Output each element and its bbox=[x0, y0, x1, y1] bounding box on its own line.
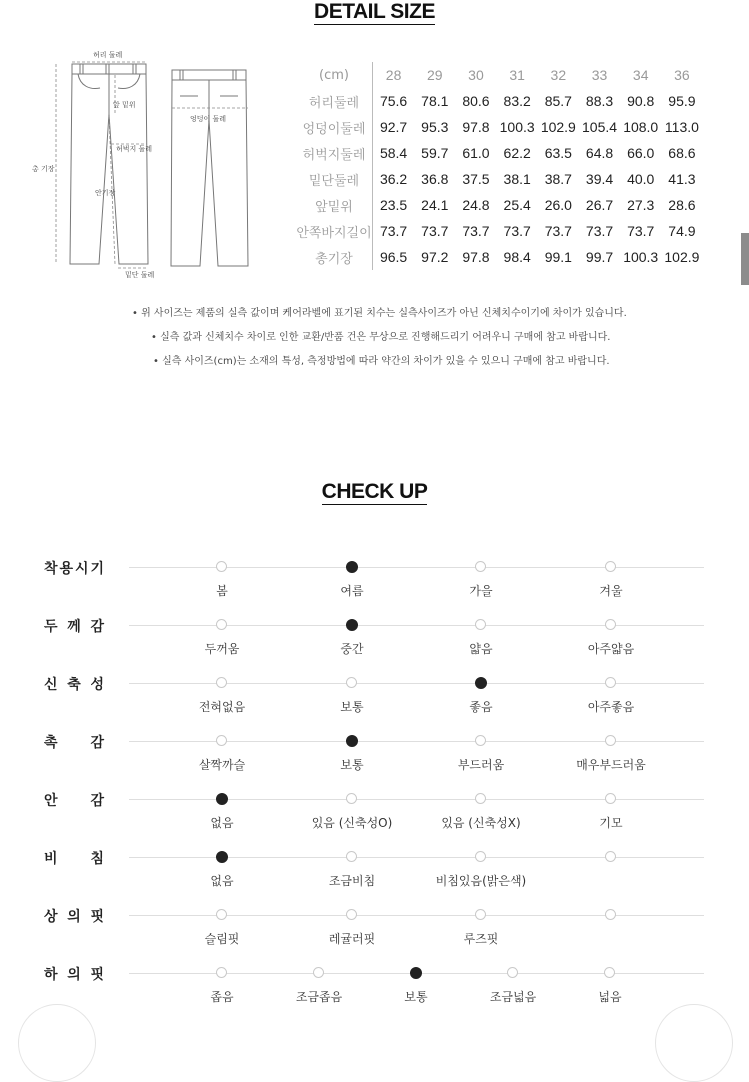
size-row-label: 안쪽바지길이 bbox=[296, 218, 373, 244]
size-cell: 66.0 bbox=[627, 145, 655, 161]
check-up-row bbox=[0, 848, 749, 906]
check-up-option-label: 여름 bbox=[340, 584, 364, 598]
size-cell: 64.8 bbox=[585, 145, 614, 161]
radio-dot[interactable] bbox=[475, 619, 486, 630]
size-cell: 100.3 bbox=[623, 249, 659, 265]
check-up-option-label: 매우부드러움 bbox=[576, 758, 646, 772]
check-up-option-label: 넓음 bbox=[598, 990, 622, 1004]
size-cell: 95.3 bbox=[421, 119, 449, 135]
radio-dot[interactable] bbox=[507, 967, 518, 978]
size-cell: 23.5 bbox=[379, 197, 408, 213]
check-up-option-label: 얇음 bbox=[469, 642, 493, 656]
size-column-header: 28 bbox=[385, 67, 402, 83]
size-cell: 75.6 bbox=[379, 93, 408, 109]
radio-dot[interactable] bbox=[346, 793, 357, 804]
check-up-option-label: 좁음 bbox=[210, 990, 234, 1004]
radio-dot[interactable] bbox=[605, 909, 616, 920]
size-cell: 68.6 bbox=[668, 145, 696, 161]
size-row bbox=[296, 88, 703, 114]
check-up-row bbox=[0, 906, 749, 964]
radio-dot[interactable] bbox=[605, 735, 616, 746]
check-up-option-label: 조금좁음 bbox=[295, 990, 343, 1004]
size-row bbox=[296, 218, 703, 244]
size-cell: 25.4 bbox=[503, 197, 531, 213]
check-up-option-label: 아주좋음 bbox=[587, 700, 635, 714]
diagram-label-hem: 밑단 둘레 bbox=[125, 271, 155, 279]
size-column-header: 36 bbox=[674, 67, 690, 83]
size-cell: 26.0 bbox=[544, 197, 572, 213]
diagram-label-total-length: 총 기장 bbox=[32, 165, 55, 173]
size-cell: 38.1 bbox=[503, 171, 531, 187]
check-up-option-label: 보통 bbox=[340, 700, 364, 714]
diagram-label-inseam: 안기장 bbox=[95, 189, 116, 197]
radio-dot[interactable] bbox=[216, 735, 227, 746]
size-cell: 98.4 bbox=[503, 249, 531, 265]
check-up-option-label: 없음 bbox=[210, 874, 234, 888]
size-cell: 41.3 bbox=[668, 171, 696, 187]
selected-radio-dot[interactable] bbox=[475, 677, 487, 689]
check-up-option-label: 조금비침 bbox=[328, 874, 376, 888]
check-up-label: 비 침 bbox=[44, 851, 104, 867]
size-cell: 36.8 bbox=[421, 171, 449, 187]
radio-dot[interactable] bbox=[216, 909, 227, 920]
check-up-row bbox=[0, 732, 749, 790]
diagram-label-waist: 허리 둘레 bbox=[93, 51, 123, 59]
size-cell: 92.7 bbox=[379, 119, 408, 135]
check-up-option-label: 보통 bbox=[404, 990, 428, 1004]
size-cell: 102.9 bbox=[540, 119, 576, 135]
size-cell: 40.0 bbox=[627, 171, 655, 187]
size-row bbox=[296, 244, 703, 270]
size-row-label: 허리둘레 bbox=[296, 88, 373, 114]
radio-dot[interactable] bbox=[475, 851, 486, 862]
size-cell: 73.7 bbox=[421, 223, 449, 239]
check-up-label: 촉 감 bbox=[44, 735, 104, 751]
size-cell: 73.7 bbox=[585, 223, 614, 239]
size-column-header: 30 bbox=[468, 67, 484, 83]
radio-dot[interactable] bbox=[346, 909, 357, 920]
size-cell: 99.1 bbox=[544, 249, 572, 265]
size-cell: 59.7 bbox=[421, 145, 449, 161]
diagram-label-thigh: 허벅지 둘레 bbox=[116, 145, 153, 153]
size-cell: 62.2 bbox=[503, 145, 531, 161]
size-cell: 73.7 bbox=[503, 223, 531, 239]
radio-dot[interactable] bbox=[346, 851, 357, 862]
radio-dot[interactable] bbox=[313, 967, 324, 978]
selected-radio-dot[interactable] bbox=[410, 967, 422, 979]
radio-dot[interactable] bbox=[475, 793, 486, 804]
check-up-row bbox=[0, 674, 749, 732]
size-cell: 88.3 bbox=[585, 93, 614, 109]
size-cell: 27.3 bbox=[627, 197, 655, 213]
size-row bbox=[296, 114, 703, 140]
check-up-label: 신 축 성 bbox=[44, 677, 104, 693]
size-note: • 실측 값과 신체치수 차이로 인한 교환/반품 건은 무상으로 진행해드리기 어려우니 구매에 참고 바랍니다. bbox=[151, 332, 611, 343]
radio-dot[interactable] bbox=[216, 619, 227, 630]
selected-radio-dot[interactable] bbox=[216, 851, 228, 863]
radio-dot[interactable] bbox=[475, 561, 486, 572]
size-header-row bbox=[296, 62, 703, 88]
selected-radio-dot[interactable] bbox=[216, 793, 228, 805]
radio-dot[interactable] bbox=[346, 677, 357, 688]
size-cell: 38.7 bbox=[544, 171, 572, 187]
check-up-option-label: 전혀없음 bbox=[198, 700, 246, 714]
check-up-option-label: 아주얇음 bbox=[587, 642, 635, 656]
size-cell: 26.7 bbox=[585, 197, 614, 213]
check-up-option-label: 가을 bbox=[469, 584, 493, 598]
size-cell: 36.2 bbox=[379, 171, 408, 187]
size-cell: 90.8 bbox=[627, 93, 655, 109]
size-cell: 99.7 bbox=[585, 249, 614, 265]
size-row bbox=[296, 192, 703, 218]
check-up-option-label: 슬림핏 bbox=[204, 932, 240, 946]
radio-dot[interactable] bbox=[475, 735, 486, 746]
size-row-label: 앞밑위 bbox=[296, 192, 373, 218]
size-row-label: 허벅지둘레 bbox=[296, 140, 373, 166]
size-cell: 85.7 bbox=[544, 93, 572, 109]
size-column-header: 32 bbox=[550, 67, 567, 83]
radio-dot[interactable] bbox=[216, 677, 227, 688]
check-up-option-label: 레귤러핏 bbox=[328, 932, 376, 946]
check-up-option-label: 두꺼움 bbox=[204, 642, 240, 656]
check-up-option-label: 기모 bbox=[599, 816, 623, 830]
size-cell: 105.4 bbox=[582, 119, 618, 135]
check-up-label: 하 의 핏 bbox=[44, 967, 104, 983]
size-cell: 102.9 bbox=[664, 249, 700, 265]
size-row-label: 총기장 bbox=[296, 244, 373, 270]
radio-dot[interactable] bbox=[216, 561, 227, 572]
size-cell: 73.7 bbox=[627, 223, 655, 239]
check-up-label: 상 의 핏 bbox=[44, 909, 104, 925]
check-up-option-label: 없음 bbox=[210, 816, 234, 830]
size-cell: 113.0 bbox=[664, 119, 699, 135]
check-up-row bbox=[0, 616, 749, 674]
check-up-option-label: 있음 (신축성O) bbox=[311, 816, 393, 830]
check-up-option-label: 중간 bbox=[340, 642, 364, 656]
check-up-option-label: 비침있음(밝은색) bbox=[435, 874, 527, 888]
size-column-header: 34 bbox=[632, 67, 649, 83]
size-table bbox=[296, 62, 703, 270]
size-cell: 97.8 bbox=[462, 249, 490, 265]
detail-size-title: DETAIL SIZE bbox=[314, 0, 435, 23]
check-up-label: 두 께 감 bbox=[44, 619, 104, 635]
check-up-option-label: 루즈핏 bbox=[463, 932, 499, 946]
size-cell: 63.5 bbox=[544, 145, 572, 161]
check-up-title: CHECK UP bbox=[321, 480, 428, 503]
size-cell: 108.0 bbox=[623, 119, 659, 135]
size-row bbox=[296, 140, 703, 166]
radio-dot[interactable] bbox=[475, 909, 486, 920]
pants-measurement-diagram bbox=[20, 42, 290, 282]
diagram-label-front-rise: 앞 밑위 bbox=[113, 101, 136, 109]
corner-circle-button[interactable] bbox=[655, 1004, 733, 1082]
check-up-option-label: 부드러움 bbox=[457, 758, 505, 772]
size-row-label: 밑단둘레 bbox=[296, 166, 373, 192]
size-cell: 28.6 bbox=[668, 197, 696, 213]
size-row-label: 엉덩이둘레 bbox=[296, 114, 373, 140]
size-cell: 74.9 bbox=[668, 223, 696, 239]
side-scroll-tab[interactable] bbox=[741, 233, 749, 285]
size-note: • 실측 사이즈(cm)는 소재의 특성, 측정방법에 따라 약간의 차이가 있을 수 있으니 구매에 참고 바랍니다. bbox=[153, 356, 610, 367]
radio-dot[interactable] bbox=[605, 793, 616, 804]
size-row bbox=[296, 166, 703, 192]
check-up-label: 안 감 bbox=[44, 793, 104, 809]
check-up-option-label: 보통 bbox=[340, 758, 364, 772]
selected-radio-dot[interactable] bbox=[346, 735, 358, 747]
size-cell: 95.9 bbox=[668, 93, 696, 109]
radio-dot[interactable] bbox=[216, 967, 227, 978]
radio-dot[interactable] bbox=[605, 619, 616, 630]
size-cell: 37.5 bbox=[462, 171, 490, 187]
size-cell: 61.0 bbox=[462, 145, 490, 161]
size-cell: 80.6 bbox=[462, 93, 490, 109]
unit-label: (cm) bbox=[296, 62, 373, 88]
check-up-row bbox=[0, 964, 749, 1022]
size-cell: 24.1 bbox=[421, 197, 449, 213]
size-cell: 39.4 bbox=[585, 171, 614, 187]
check-up-option-label: 조금넓음 bbox=[489, 990, 537, 1004]
check-up-option-label: 있음 (신축성X) bbox=[441, 816, 521, 830]
pants-outline-icon bbox=[20, 42, 290, 282]
size-cell: 78.1 bbox=[421, 93, 449, 109]
radio-dot[interactable] bbox=[605, 561, 616, 572]
check-up-option-label: 겨울 bbox=[599, 584, 623, 598]
size-cell: 58.4 bbox=[379, 145, 408, 161]
selected-radio-dot[interactable] bbox=[346, 619, 358, 631]
check-up-row bbox=[0, 558, 749, 616]
size-cell: 97.8 bbox=[462, 119, 490, 135]
radio-dot[interactable] bbox=[604, 967, 615, 978]
check-up-row bbox=[0, 790, 749, 848]
radio-dot[interactable] bbox=[605, 851, 616, 862]
radio-dot[interactable] bbox=[605, 677, 616, 688]
size-cell: 96.5 bbox=[379, 249, 408, 265]
selected-radio-dot[interactable] bbox=[346, 561, 358, 573]
size-column-header: 29 bbox=[426, 67, 443, 83]
size-cell: 73.7 bbox=[462, 223, 490, 239]
check-up-option-label: 좋음 bbox=[469, 700, 493, 714]
size-column-header: 33 bbox=[591, 67, 608, 83]
check-up-option-label: 봄 bbox=[216, 584, 228, 598]
check-up-option-label: 살짝까슬 bbox=[198, 758, 246, 772]
check-up-label: 착 용 시 기 bbox=[44, 561, 104, 577]
size-cell: 83.2 bbox=[503, 93, 531, 109]
diagram-label-hip: 엉덩이 둘레 bbox=[190, 115, 227, 123]
size-cell: 100.3 bbox=[499, 119, 535, 135]
size-column-header: 31 bbox=[509, 67, 525, 83]
corner-circle-button[interactable] bbox=[18, 1004, 96, 1082]
size-cell: 24.8 bbox=[462, 197, 490, 213]
size-note: • 위 사이즈는 제품의 실측 값이며 케어라벨에 표기된 치수는 실측사이즈가 아닌 신체치수이기에 차이가 있습니다. bbox=[132, 308, 627, 319]
size-cell: 97.2 bbox=[421, 249, 449, 265]
size-cell: 73.7 bbox=[379, 223, 408, 239]
size-cell: 73.7 bbox=[544, 223, 572, 239]
